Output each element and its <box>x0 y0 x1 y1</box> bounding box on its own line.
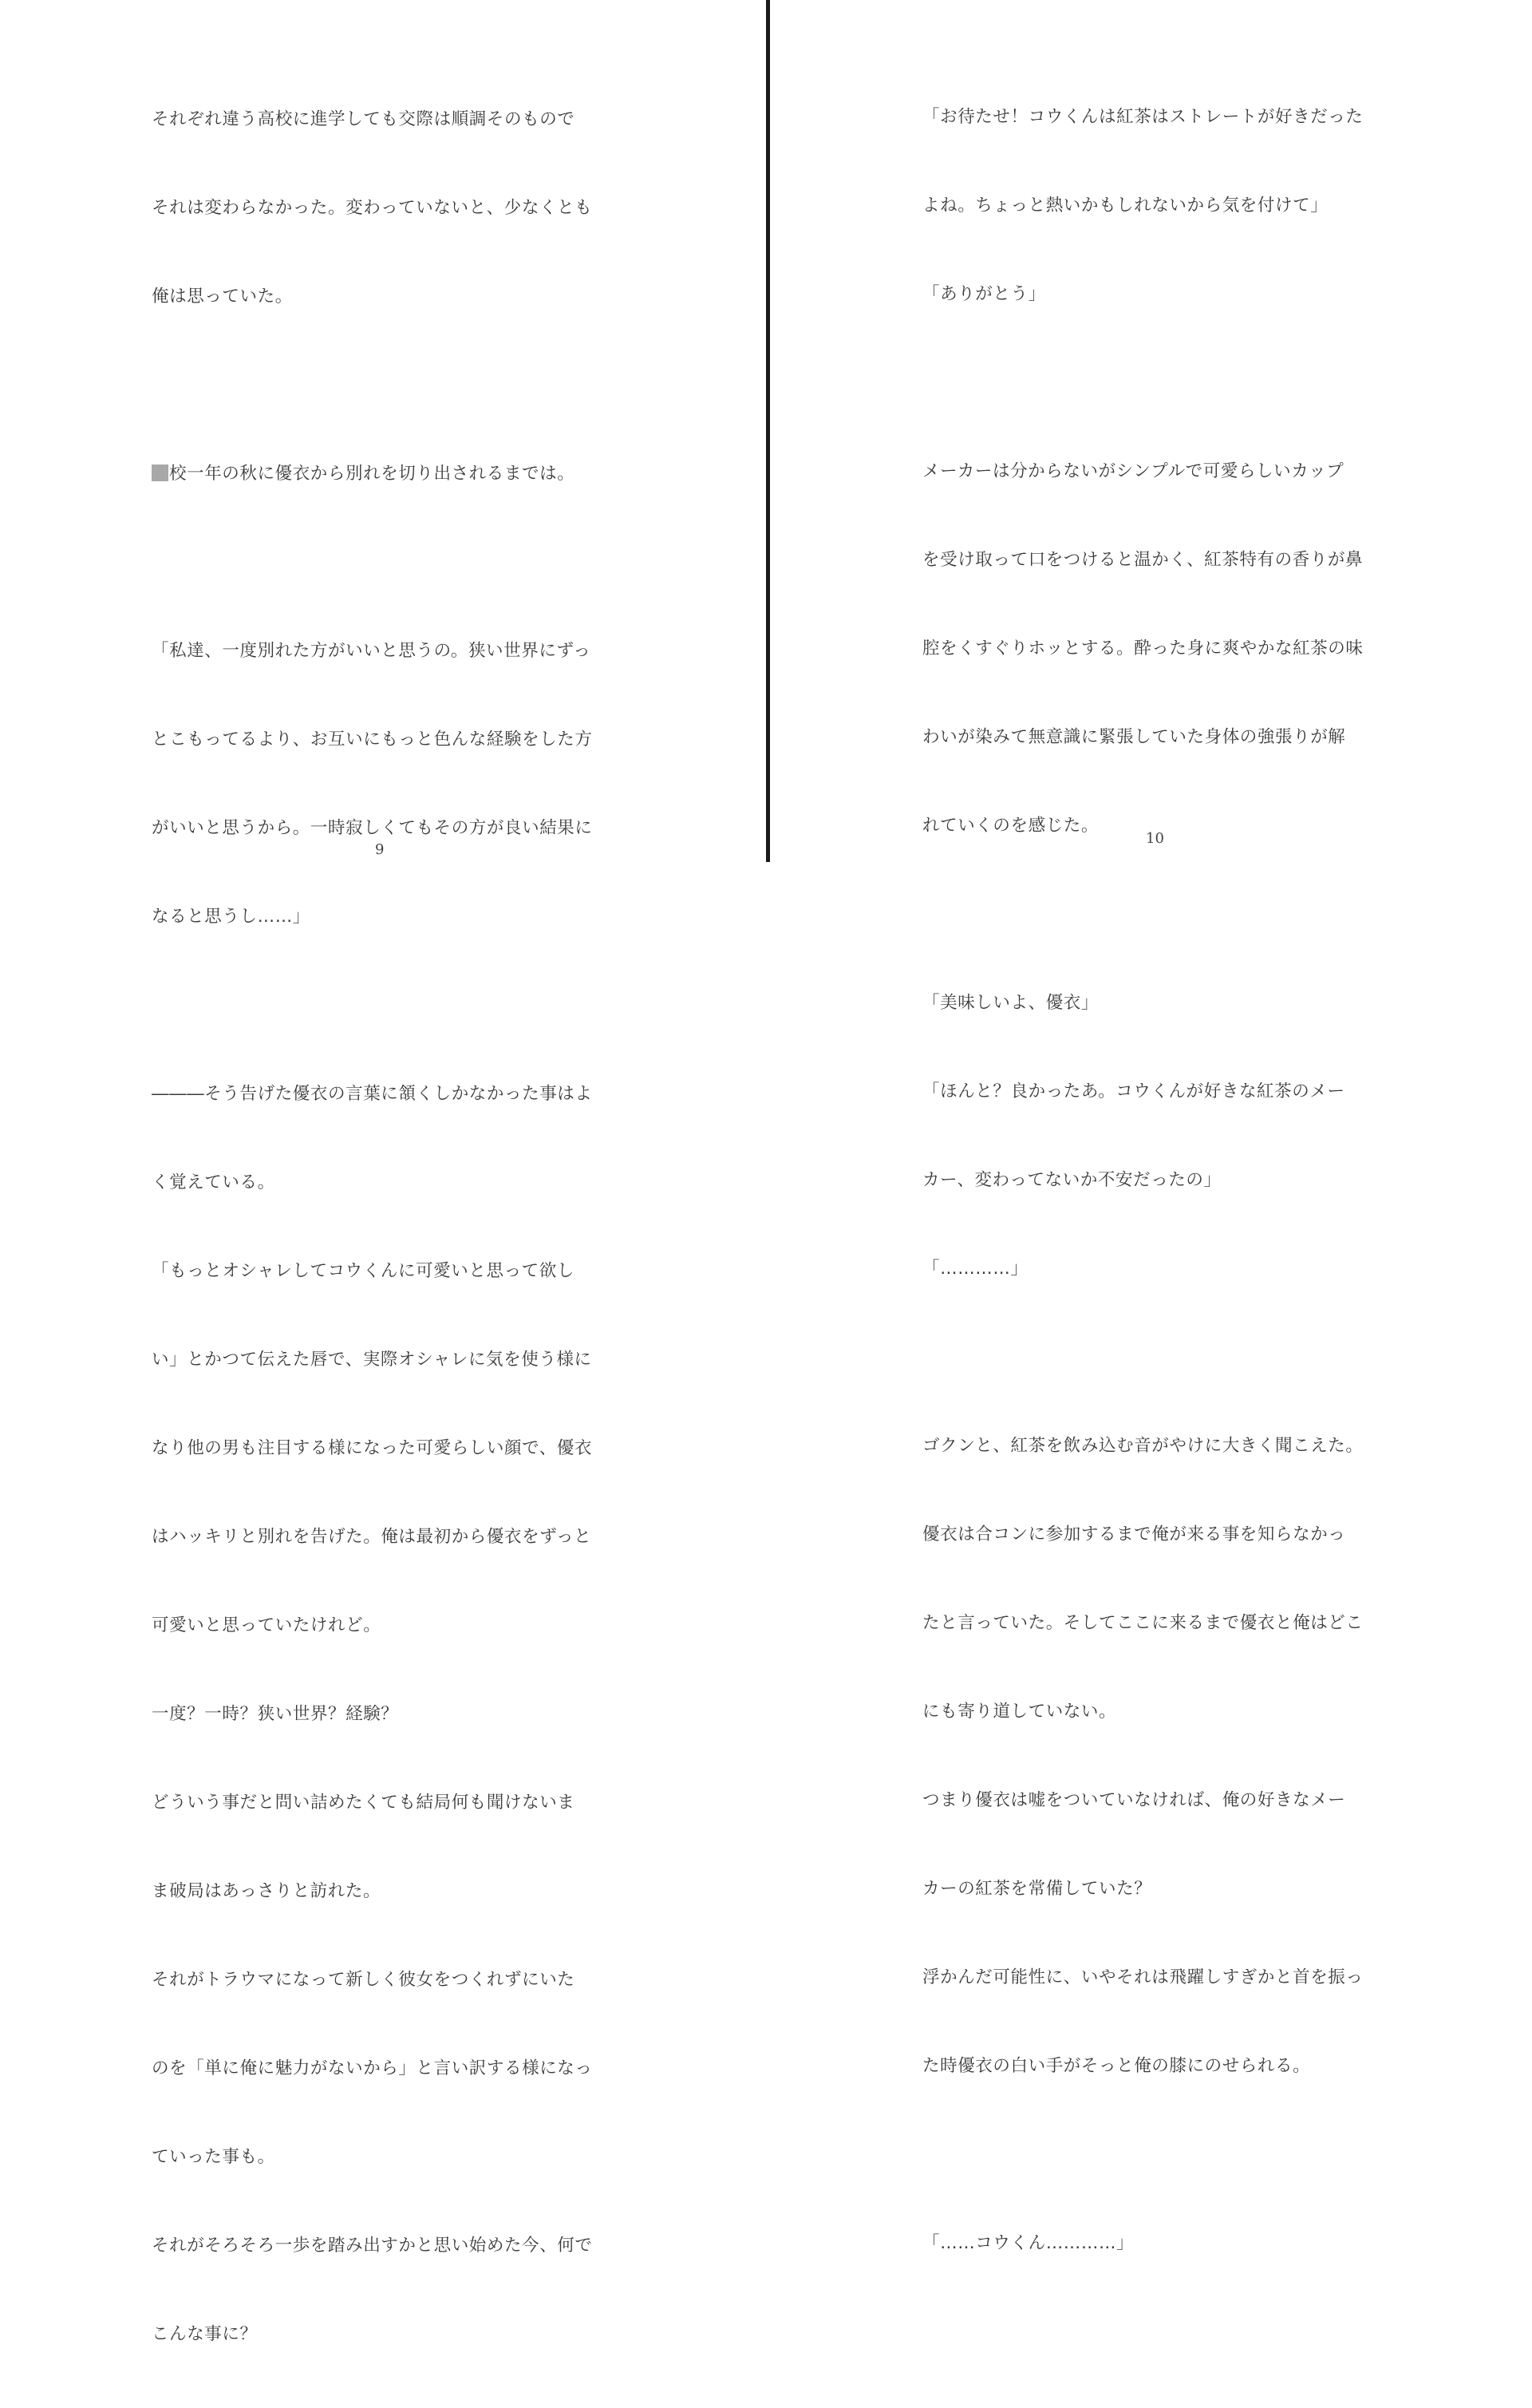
text-line: 「私達、一度別れた方がいいと思うの。狭い世界にずっ <box>152 641 591 661</box>
text-line: こんな事に？ <box>152 2324 258 2344</box>
text-line: 「美味しいよ、優衣」 <box>922 993 1100 1013</box>
blank-line <box>152 370 630 400</box>
text-line: 浮かんだ可能性に、いやそれは飛躍しすぎかと首を振っ <box>922 1967 1364 1987</box>
right-page <box>772 0 1532 2253</box>
text-line: 一度？一時？狭い世界？経験？ <box>152 1704 399 1724</box>
text-line: く覚えている。 <box>152 1172 275 1192</box>
text-line: なり他の男も注目する様になった可愛らしい顔で、優衣 <box>152 1438 593 1458</box>
text-line: わいが染みて無意識に緊張していた身体の強張りが解 <box>922 727 1346 747</box>
text-line: ま破局はあっさりと訪れた。 <box>152 1881 381 1901</box>
left-page-text <box>152 45 630 2408</box>
right-page-text <box>922 43 1417 2317</box>
blank-line <box>922 368 1417 397</box>
text-line: ていった事も。 <box>152 2147 275 2167</box>
page-number: 10 <box>1146 830 1164 847</box>
blank-line <box>922 1342 1417 1372</box>
text-line-redacted <box>152 459 630 488</box>
text-line: を受け取って口をつけると温かく、紅茶特有の香りが鼻 <box>922 550 1364 570</box>
text-line: のを「単に俺に魅力がないから」と言い訳する様になっ <box>152 2058 593 2078</box>
text-line: カーの紅茶を常備していた？ <box>922 1879 1152 1899</box>
text-line: はハッキリと別れを告げた。俺は最初から優衣をずっと <box>152 1527 592 1547</box>
text-line: 「お待たせ！コウくんは紅茶はストレートが好きだった <box>922 107 1364 127</box>
text-line: 「…………」 <box>922 1259 1029 1279</box>
blank-line <box>922 2140 1417 2169</box>
text-line: 「もっとオシャレしてコウくんに可愛いと思って欲し <box>152 1261 574 1281</box>
text-line: 優衣は合コンに参加するまで俺が来る事を知らなかっ <box>922 1524 1346 1544</box>
text-line: つまり優衣は嘘をついていなければ、俺の好きなメー <box>922 1790 1346 1810</box>
text-line: それがトラウマになって新しく彼女をつくれずにいた <box>152 1970 575 1990</box>
text-line: た時優衣の白い手がそっと俺の膝にのせられる。 <box>922 2056 1311 2076</box>
text-line: それがそろそろ一歩を踏み出すかと思い始めた今、何で <box>152 2236 593 2256</box>
page-divider <box>766 0 770 862</box>
text-line: 「ほんと？良かったあ。コウくんが好きな紅茶のメー <box>922 1081 1345 1101</box>
text-line: よね。ちょっと熱いかもしれないから気を付けて」 <box>922 196 1329 215</box>
text-line: カー、変わってないか不安だったの」 <box>922 1170 1222 1190</box>
blank-line <box>152 990 630 1020</box>
text-line: 可愛いと思っていたけれど。 <box>152 1615 381 1635</box>
text-line: ―――そう告げた優衣の言葉に頷くしかなかった事はよ <box>152 1084 593 1104</box>
text-line: 「……コウくん…………」 <box>922 2233 1135 2253</box>
blank-line <box>152 548 630 577</box>
text-line: ゴクンと、紅茶を飲み込む音がやけに大きく聞こえた。 <box>922 1436 1364 1456</box>
text-line: それは変わらなかった。変わっていないと、少なくとも <box>152 198 593 218</box>
redaction-mark <box>152 465 168 481</box>
text-line: 校一年の秋に優衣から別れを切り出されるまでは。 <box>169 464 575 484</box>
text-line: どういう事だと問い詰めたくても結局何も聞けないま <box>152 1793 575 1813</box>
text-line: 俺は思っていた。 <box>152 287 293 306</box>
text-line: 腔をくすぐりホッとする。酔った身に爽やかな紅茶の味 <box>922 639 1364 658</box>
text-line: い」とかつて伝えた唇で、実際オシャレに気を使う様に <box>152 1350 592 1370</box>
page-number: 9 <box>375 841 385 858</box>
text-line: 「ありがとう」 <box>922 284 1046 304</box>
text-line: にも寄り道していない。 <box>922 1702 1117 1722</box>
text-line: たと言っていた。そしてここに来るまで優衣と俺はどこ <box>922 1613 1364 1633</box>
text-line: なると思うし……」 <box>152 907 310 927</box>
text-line: とこもってるより、お互いにもっと色んな経験をした方 <box>152 730 593 749</box>
left-page <box>0 0 766 2344</box>
blank-line <box>922 900 1417 929</box>
text-line: れていくのを感じた。 <box>922 816 1100 836</box>
text-line: それぞれ違う高校に進学しても交際は順調そのもので <box>152 109 575 129</box>
text-line: がいいと思うから。一時寂しくてもその方が良い結果に <box>152 818 593 838</box>
text-line: メーカーは分からないがシンプルで可愛らしいカップ <box>922 461 1344 481</box>
